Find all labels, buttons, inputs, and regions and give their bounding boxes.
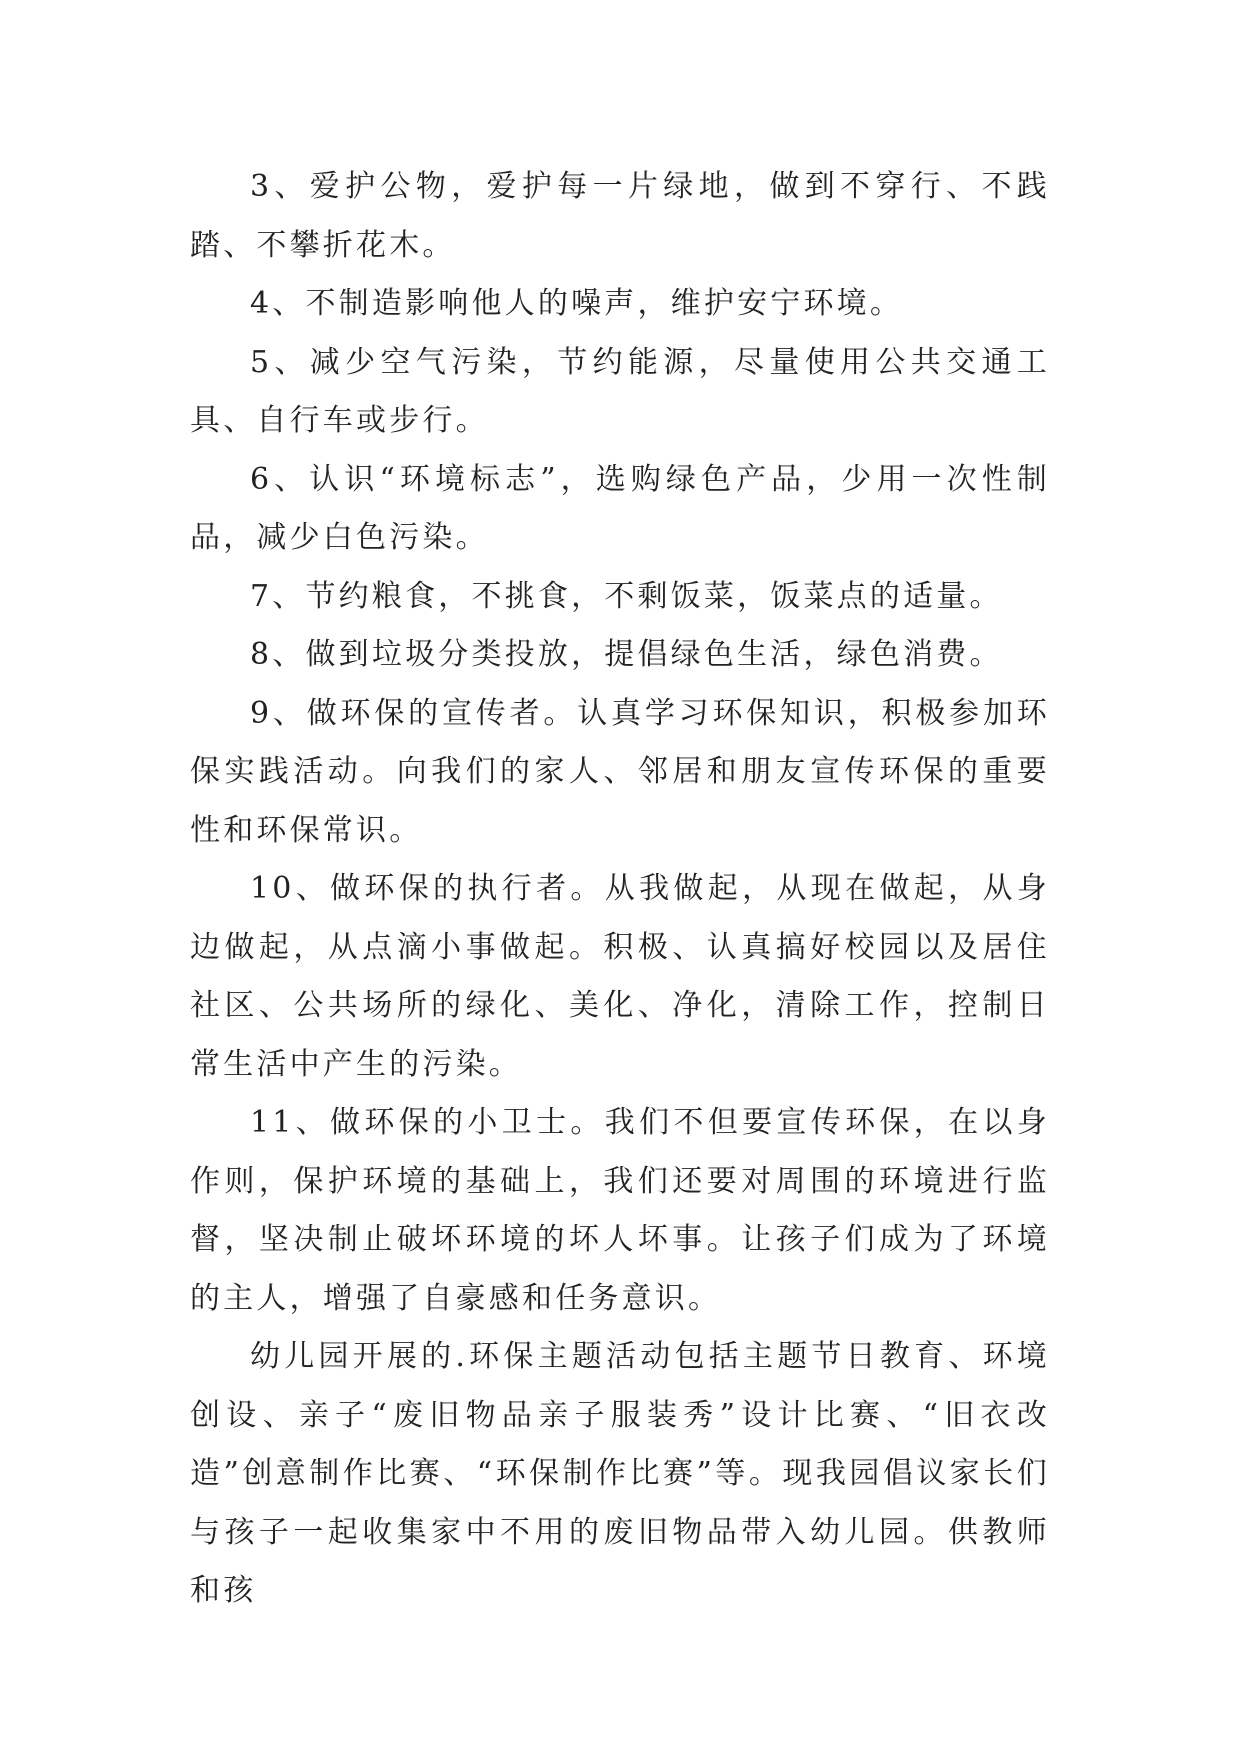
paragraph-closing: 幼儿园开展的.环保主题活动包括主题节日教育、环境创设、亲子“废旧物品亲子服装秀”设计比赛、“旧衣改造”创意制作比赛、“环保制作比赛”等。现我园倡议家长们与孩子一起收集家中不用的废旧物品带入幼儿园。供教师和孩	[190, 1339, 1050, 1608]
paragraph-item-9: 9、做环保的宣传者。认真学习环保知识，积极参加环保实践活动。向我们的家人、邻居和朋友宣传环保的重要性和环保常识。	[190, 695, 1050, 848]
paragraph-item-3: 3、爱护公物，爱护每一片绿地，做到不穿行、不践踏、不攀折花木。	[190, 169, 1050, 263]
paragraph-item-5: 5、减少空气污染，节约能源，尽量使用公共交通工具、自行车或步行。	[190, 344, 1050, 438]
paragraph-item-8: 8、做到垃圾分类投放，提倡绿色生活，绿色消费。	[250, 637, 1003, 672]
paragraph-item-6: 6、认识“环境标志”，选购绿色产品，少用一次性制品，减少白色污染。	[190, 461, 1050, 555]
document-body	[190, 158, 1050, 1621]
paragraph-item-7: 7、节约粮食，不挑食，不剩饭菜，饭菜点的适量。	[250, 578, 1003, 614]
paragraph-item-10: 10、做环保的执行者。从我做起，从现在做起，从身边做起，从点滴小事做起。积极、认真搞好校园以及居住社区、公共场所的绿化、美化、净化，清除工作，控制日常生活中产生的污染。	[190, 871, 1050, 1082]
paragraph-item-11: 11、做环保的小卫士。我们不但要宣传环保，在以身作则，保护环境的基础上，我们还要对周围的环境进行监督，坚决制止破坏环境的坏人坏事。让孩子们成为了环境的主人，增强了自豪感和任务意识。	[190, 1105, 1050, 1316]
paragraph-item-4: 4、不制造影响他人的噪声，维护安宁环境。	[250, 286, 904, 321]
